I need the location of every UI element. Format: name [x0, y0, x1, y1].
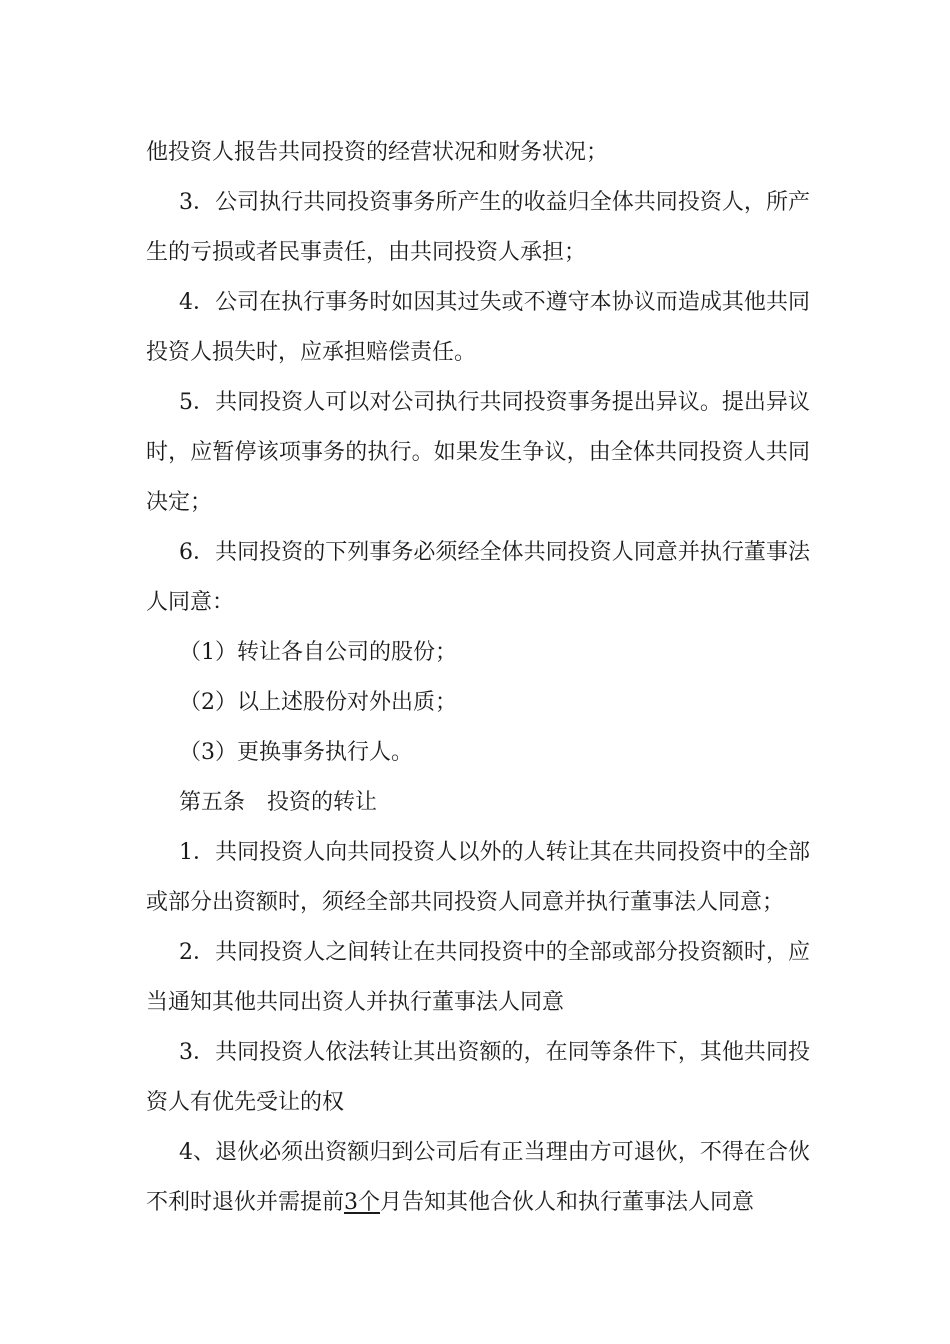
- transfer-item-4-after: 月告知其他合伙人和执行董事法人同意: [380, 1190, 755, 1215]
- paragraph-item-3: 3．公司执行共同投资事务所产生的收益归全体共同投资人，所产生的亏损或者民事责任，由共同投资人承担；: [146, 190, 810, 265]
- notice-period: 3个: [344, 1190, 381, 1215]
- sub-item-1: （1）转让各自公司的股份；: [179, 640, 457, 665]
- transfer-item-4: [146, 1128, 810, 1228]
- sub-item-2: （2）以上述股份对外出质；: [179, 690, 457, 715]
- paragraph-item-6: 6．共同投资的下列事务必须经全体共同投资人同意并执行董事法人同意：: [146, 540, 810, 615]
- transfer-item-1: 1．共同投资人向共同投资人以外的人转让其在共同投资中的全部或部分出资额时，须经全部共同投资人同意并执行董事法人同意；: [146, 840, 810, 915]
- transfer-item-3: 3．共同投资人依法转让其出资额的，在同等条件下，其他共同投资人有优先受让的权: [146, 1040, 810, 1115]
- section-heading: 第五条 投资的转让: [179, 790, 378, 815]
- sub-item-3: （3）更换事务执行人。: [179, 740, 413, 765]
- transfer-item-2: 2．共同投资人之间转让在共同投资中的全部或部分投资额时，应当通知其他共同出资人并执行董事法人同意: [146, 940, 810, 1015]
- transfer-item-4-before: 4、退伙必须出资额归到公司后有正当理由方可退伙，不得在合伙不利时退伙并需提前: [146, 1140, 810, 1215]
- paragraph-item-5: 5．共同投资人可以对公司执行共同投资事务提出异议。提出异议时，应暂停该项事务的执行。如果发生争议，由全体共同投资人共同决定；: [146, 390, 810, 515]
- document-body: [146, 128, 810, 1228]
- paragraph-continuation: 他投资人报告共同投资的经营状况和财务状况；: [146, 140, 609, 165]
- paragraph-item-4: 4．公司在执行事务时如因其过失或不遵守本协议而造成其他共同投资人损失时，应承担赔偿责任。: [146, 290, 810, 365]
